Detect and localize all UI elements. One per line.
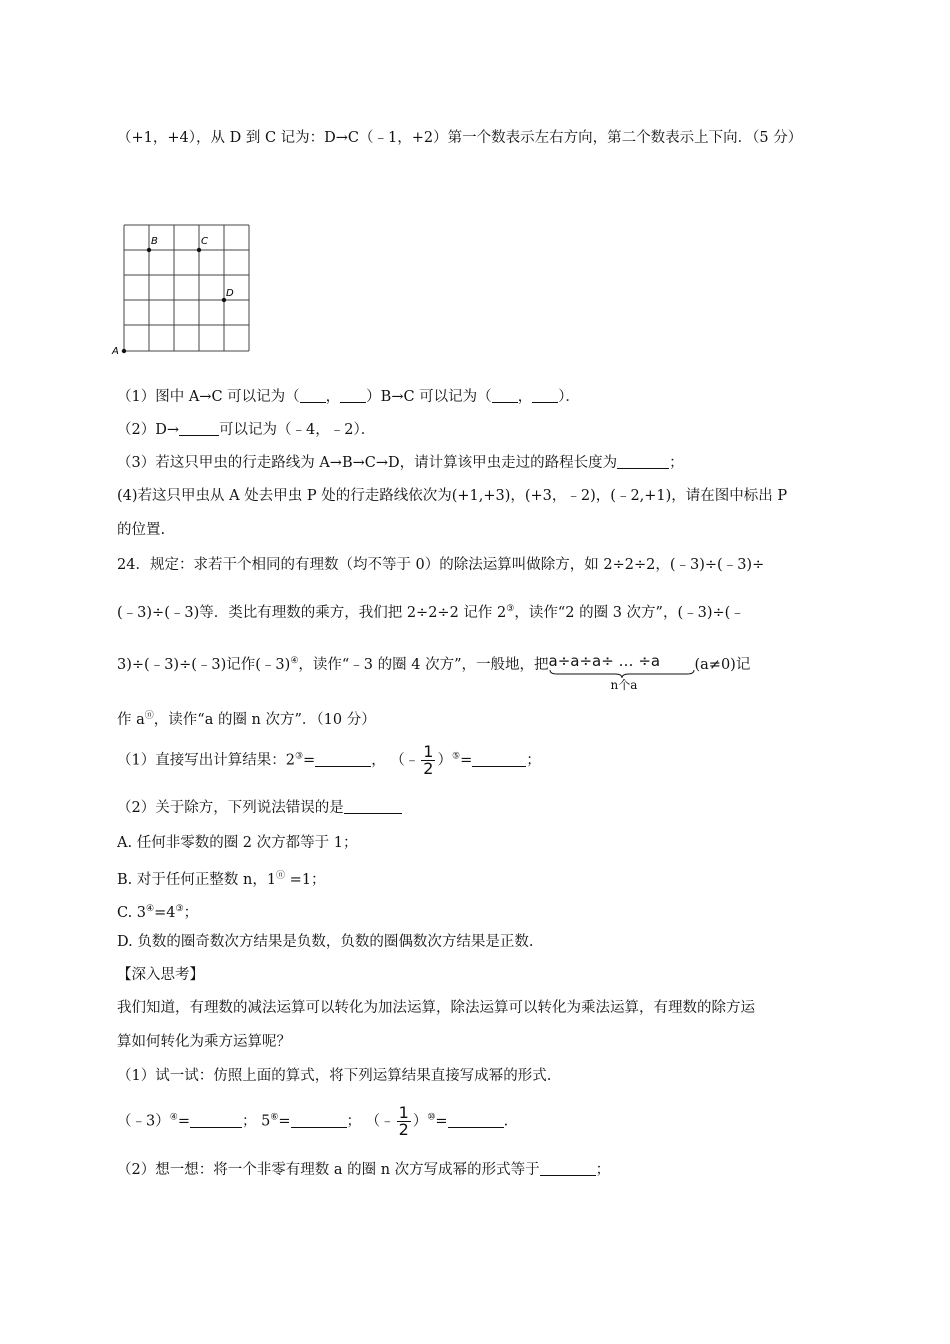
q24-line4: 作 aⓝ，读作“a 的圈 n 次方”．（10 分）	[117, 711, 376, 728]
q23-part2: （2）D→ 可以记为（﹣4，﹣2）．	[117, 422, 376, 438]
label-c: C	[201, 236, 208, 247]
blank-5-circle-6[interactable]	[291, 1113, 347, 1128]
q23-part4-line2: 的位置.	[117, 522, 166, 538]
try-expressions: （﹣3）④= ； 5⑥= ； （﹣ $\frac{1}{2}$ ）⑩= .	[117, 1103, 509, 1139]
think-line2: 算如何转化为乘方运算呢？	[117, 1034, 291, 1050]
q23-part4-line1: (4)若这只甲虫从 A 处去甲虫 P 处的行走路线依次为(+1,+3)，(+3，﹣2)，(﹣2,+1)，请在图中标出 P	[117, 488, 788, 504]
label-a: A	[112, 346, 119, 357]
option-c: C. 3④=4③；	[117, 904, 199, 921]
blank-ac-y[interactable]	[340, 388, 366, 403]
blank-half-circle-5[interactable]	[472, 752, 526, 767]
think-it: （2）想一想：将一个非零有理数 a 的圈 n 次方写成幂的形式等于 ；	[117, 1162, 611, 1178]
section-heading: 【深入思考】	[117, 967, 204, 983]
q24-line2: (﹣3)÷(﹣3)等．类比有理数的乘方，我们把 2÷2÷2 记作 2③，读作“2 的圈 3 次方”，(﹣3)÷(﹣	[117, 604, 745, 621]
try-it: （1）试一试：仿照上面的算式，将下列运算结果直接写成幂的形式.	[117, 1068, 552, 1084]
fraction-half: $\frac{1}{2}$	[423, 742, 434, 778]
option-d: D. 负数的圈奇数次方结果是负数，负数的圈偶数次方结果是正数.	[117, 934, 534, 950]
option-b: B. 对于任何正整数 n，1ⓝ =1；	[117, 871, 326, 888]
q23-part1: （1）图中 A→C 可以记为（ ， ）B→C 可以记为（ ， ）．	[117, 389, 580, 405]
blank-d-target[interactable]	[179, 421, 219, 436]
q23-intro: （+1，+4），从 D 到 C 记为：D→C（﹣1，+2）第一个数表示左右方向，第二个数表示上下向．（5 分）	[117, 130, 803, 146]
grid-figure	[110, 218, 260, 360]
blank-ac-x[interactable]	[300, 388, 326, 403]
blank-half-circle-10[interactable]	[448, 1113, 504, 1128]
blank-bc-y[interactable]	[532, 388, 558, 403]
blank-bc-x[interactable]	[492, 388, 518, 403]
fraction-half-2: $\frac{1}{2}$	[398, 1103, 409, 1139]
point-c	[197, 248, 201, 252]
blank-general-power[interactable]	[540, 1161, 596, 1176]
blank-neg3-circle-4[interactable]	[190, 1113, 242, 1128]
option-a: A. 任何非零数的圈 2 次方都等于 1；	[117, 835, 358, 851]
blank-wrong-statement[interactable]	[344, 799, 402, 814]
point-b	[147, 248, 151, 252]
underbrace-expression: a÷a÷a÷ … ÷a n个a	[549, 651, 695, 691]
point-a	[122, 349, 126, 353]
blank-2-circle-3[interactable]	[315, 752, 371, 767]
q23-part3: （3）若这只甲虫的行走路线为 A→B→C→D，请计算该甲虫走过的路程长度为 ；	[117, 455, 684, 471]
think-line1: 我们知道，有理数的减法运算可以转化为加法运算，除法运算可以转化为乘法运算，有理数的除方运	[117, 1000, 755, 1016]
label-d: D	[226, 288, 234, 299]
q24-sub1: （1）直接写出计算结果：2③= ， （﹣ $\frac{1}{2}$ ）⑤= ；	[117, 742, 541, 778]
q24-line3: 3)÷(﹣3)÷(﹣3)记作(﹣3)④，读作“﹣3 的圈 4 次方”，一般地，把 a÷a÷a÷ … ÷a n个a (a≠0)记	[117, 652, 751, 692]
q24-sub2: （2）关于除方，下列说法错误的是	[117, 798, 402, 818]
blank-path-length[interactable]	[617, 454, 669, 469]
q24-line1: 24．规定：求若干个相同的有理数（均不等于 0）的除法运算叫做除方，如 2÷2÷2，(﹣3)÷(﹣3)÷	[117, 557, 765, 573]
label-b: B	[151, 236, 158, 247]
